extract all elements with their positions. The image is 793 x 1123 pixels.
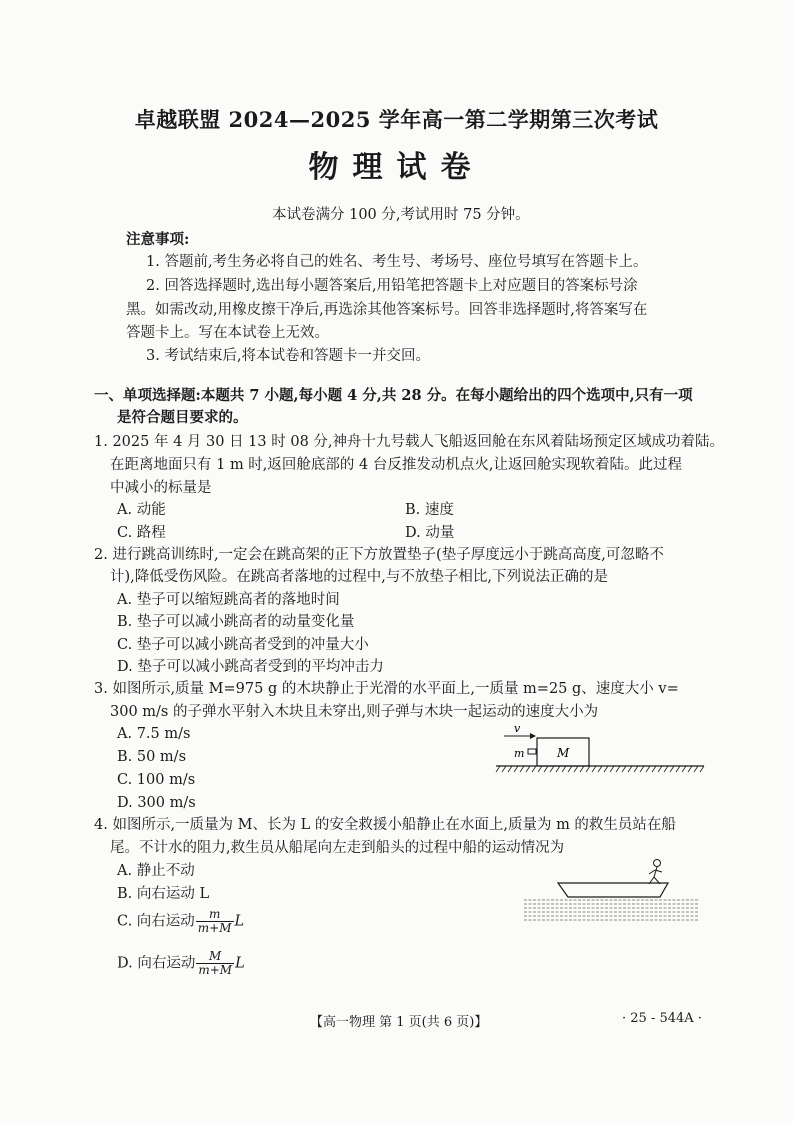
- notice-item-2-line-3: 答题卡上。写在本试卷上无效。: [126, 325, 329, 341]
- q1-option-d: D. 动量: [405, 525, 455, 541]
- ground-hatching: [496, 766, 704, 772]
- q4-stem-line-1: 4. 如图所示,一质量为 M、长为 L 的安全救援小船静止在水面上,质量为 m 的救生员站在船: [94, 817, 676, 833]
- q4-option-b: B. 向右运动 L: [117, 886, 210, 902]
- velocity-arrowhead-icon: [530, 733, 536, 739]
- q2-option-a: A. 垫子可以缩短跳高者的落地时间: [117, 592, 340, 608]
- q3-option-a: A. 7.5 m/s: [117, 726, 191, 742]
- rescue-boat-icon: [558, 883, 668, 897]
- notice-item-2-line-2: 黑。如需改动,用橡皮擦干净后,再选涂其他答案标号。回答非选择题时,将答案写在: [126, 302, 648, 318]
- q4-figure: [522, 855, 702, 925]
- q4-option-c: [117, 908, 244, 935]
- q1-stem-line-1: 1. 2025 年 4 月 30 日 13 时 08 分,神舟十九号载人飞船返回舱在东风着陆场预定区域成功着陆。: [94, 434, 725, 450]
- q3-figure: [492, 720, 712, 776]
- notice-item-3: 3. 考试结束后,将本试卷和答题卡一并交回。: [146, 348, 431, 364]
- q4-stem-line-2: 尾。不计水的阻力,救生员从船尾向左走到船头的过程中船的运动情况为: [110, 840, 565, 856]
- q3-option-c: C. 100 m/s: [117, 772, 196, 788]
- q1-stem-line-2: 在距离地面只有 1 m 时,返回舱底部的 4 台反推发动机点火,让返回舱实现软着陆。此过程: [110, 457, 682, 473]
- q3-figure-block-label: M: [557, 746, 570, 760]
- q3-figure-velocity-label: v: [514, 722, 521, 735]
- q1-option-a: A. 动能: [117, 502, 166, 518]
- q1-option-c: C. 路程: [117, 525, 166, 541]
- q3-stem-line-2: 300 m/s 的子弹水平射入木块且未穿出,则子弹与木块一起运动的速度大小为: [110, 704, 599, 720]
- q1-option-b: B. 速度: [405, 502, 454, 518]
- q4-option-d-text: D. 向右运动: [117, 955, 196, 972]
- q4-option-d-fraction: [196, 950, 234, 977]
- q4-option-a: A. 静止不动: [117, 863, 195, 879]
- q4-option-d: [117, 950, 245, 977]
- section-heading-line-1: 一、单项选择题:本题共 7 小题,每小题 4 分,共 28 分。在每小题给出的四个选项中,只有一项: [94, 387, 693, 404]
- q2-option-b: B. 垫子可以减小跳高者的动量变化量: [117, 614, 355, 630]
- water-lines: [524, 900, 698, 920]
- footer-page-label: 【高一物理 第 1 页(共 6 页)】: [310, 1015, 488, 1030]
- section-heading-line-2: 是符合题目要求的。: [117, 409, 248, 426]
- bullet-icon: [528, 749, 536, 754]
- q4-option-c-denominator: m+M: [197, 921, 232, 935]
- q4-option-d-denominator: m+M: [198, 963, 233, 977]
- q4-option-d-numerator: M: [196, 950, 234, 964]
- q3-option-d: D. 300 m/s: [117, 795, 196, 811]
- q2-option-c: C. 垫子可以减小跳高者受到的冲量大小: [117, 637, 369, 653]
- q4-option-c-fraction: [196, 908, 234, 935]
- exam-info: 本试卷满分 100 分,考试用时 75 分钟。: [272, 207, 530, 223]
- q4-option-d-suffix: L: [235, 955, 245, 972]
- notice-item-1: 1. 答题前,考生务必将自己的姓名、考生号、考场号、座位号填写在答题卡上。: [146, 254, 648, 270]
- page-title: 卓越联盟 2024—2025 学年高一第二学期第三次考试: [134, 107, 659, 132]
- q3-option-b: B. 50 m/s: [117, 749, 187, 765]
- q2-stem-line-2: 计),降低受伤风险。在跳高者落地的过程中,与不放垫子相比,下列说法正确的是: [110, 569, 608, 585]
- lifeguard-icon: [649, 860, 662, 885]
- notice-item-2-line-1: 2. 回答选择题时,选出每小题答案后,用铅笔把答题卡上对应题目的答案标号涂: [146, 278, 638, 294]
- q3-figure-bullet-label: m: [514, 747, 525, 760]
- q4-option-c-numerator: m: [196, 908, 234, 922]
- q3-stem-line-1: 3. 如图所示,质量 M=975 g 的木块静止于光滑的水平面上,一质量 m=25 g、速度大小 v=: [94, 681, 679, 697]
- page-subtitle: 物理试卷: [308, 150, 485, 185]
- notice-heading: 注意事项:: [126, 231, 190, 248]
- q1-stem-line-3: 中减小的标量是: [110, 480, 212, 496]
- q4-option-c-suffix: L: [234, 913, 245, 930]
- q2-stem-line-1: 2. 进行跳高训练时,一定会在跳高架的正下方放置垫子(垫子厚度远小于跳高高度,可忽略不: [94, 547, 664, 563]
- footer-code: · 25 - 544A ·: [622, 1011, 702, 1026]
- q4-option-c-text: C. 向右运动: [117, 913, 195, 930]
- q2-option-d: D. 垫子可以减小跳高者受到的平均冲击力: [117, 659, 384, 675]
